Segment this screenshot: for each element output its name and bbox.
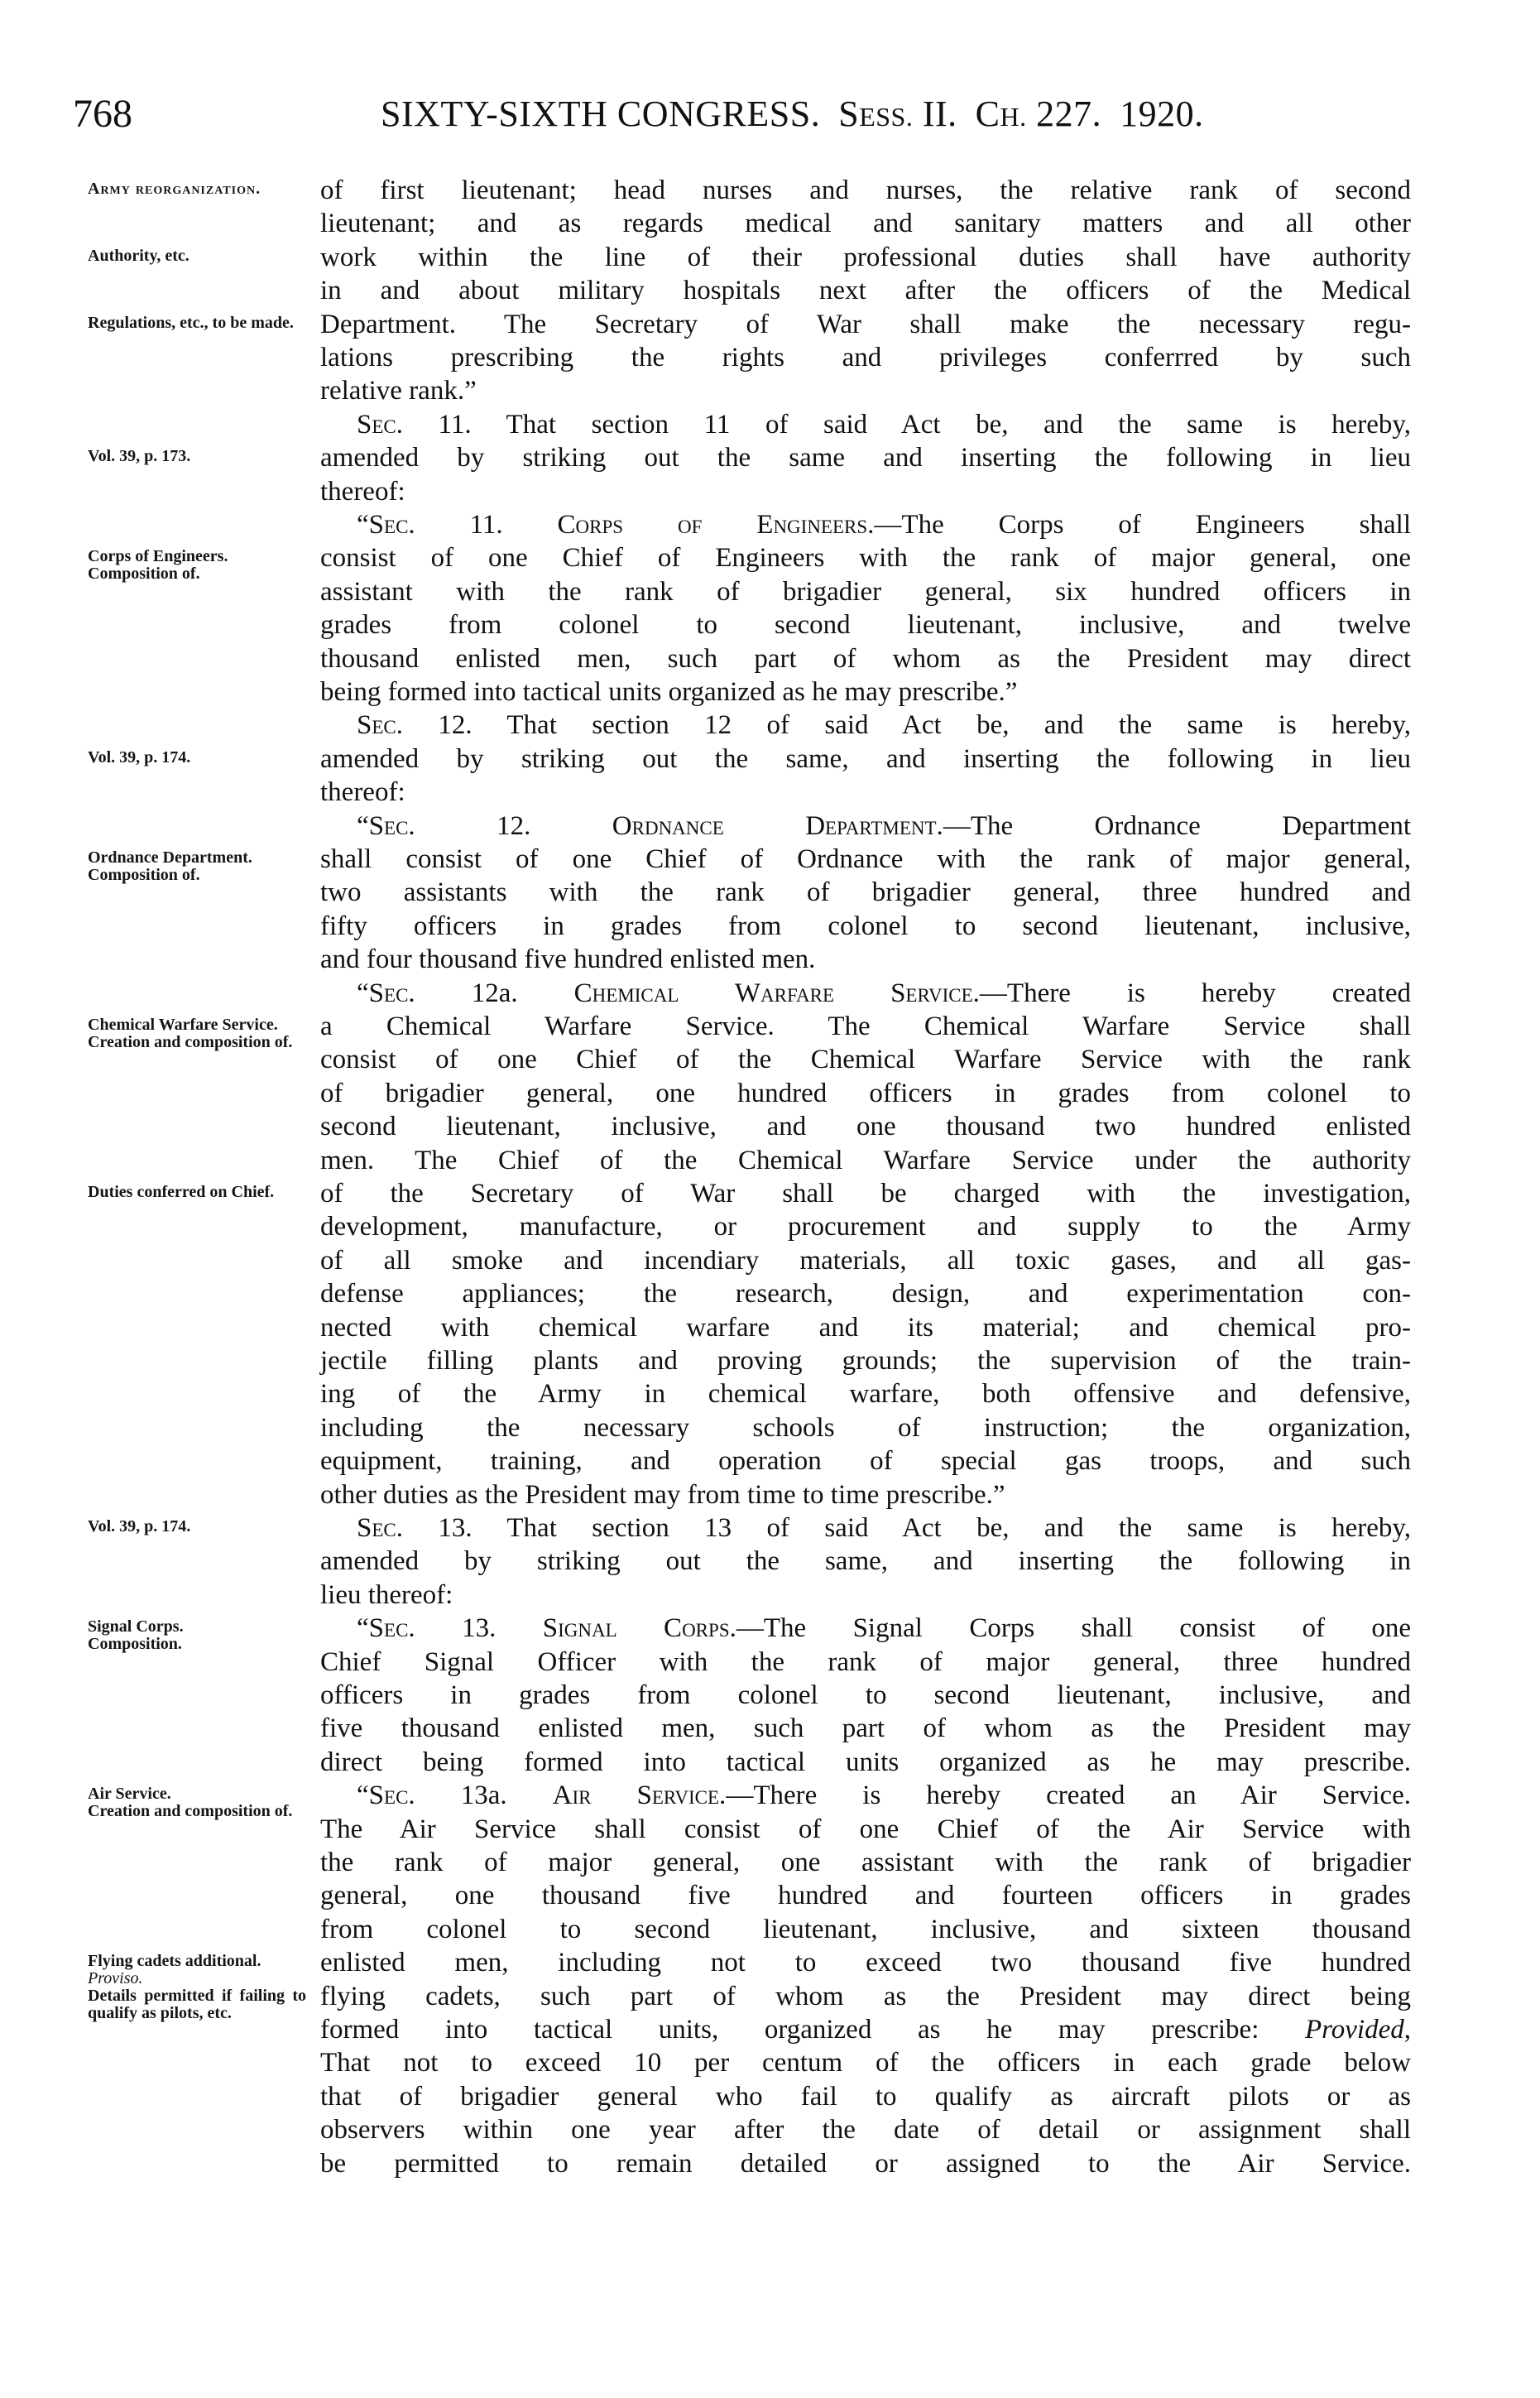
text-line: flying cadets, such part of whom as the President may direct being (320, 1981, 1411, 2011)
section-label: ec. (384, 978, 415, 1008)
section-label: ec. (372, 409, 403, 440)
section-heading: Corps of Engineers. (557, 510, 875, 540)
margin-note (66, 849, 306, 884)
text-line: being formed into tactical units organized as he may prescribe.” (320, 677, 1018, 707)
section-label: ec. (384, 1613, 415, 1644)
margin-note-text: Vol. 39, p. 174. (88, 1517, 191, 1535)
section-heading: Air Service. (552, 1780, 727, 1811)
text-line: in and about military hospitals next after the officers of the Medical (320, 276, 1411, 306)
text-line: “Sec. 11. Corps of Engineers.—The Corps of Engineers shall (357, 510, 1411, 540)
text-line: direct being formed into tactical units organized as he may prescribe. (320, 1747, 1411, 1777)
text-line: officers in grades from colonel to second lieutenant, inclusive, and (320, 1680, 1411, 1710)
text-line: men. The Chief of the Chemical Warfare Service under the authority (320, 1145, 1411, 1175)
text-line: “Sec. 13. Signal Corps.—The Signal Corps shall consist of one (357, 1613, 1411, 1644)
text-line: thousand enlisted men, such part of whom as the President may direct (320, 643, 1411, 674)
text-line: fifty officers in grades from colonel to second lieutenant, inclusive, (320, 911, 1411, 941)
text-line: development, manufacture, or procurement and supply to the Army (320, 1212, 1411, 1242)
margin-note (66, 1184, 306, 1201)
margin-note (66, 448, 306, 465)
text-line: thereof: (320, 476, 405, 507)
text-line: other duties as the President may from time to time prescribe.” (320, 1479, 1005, 1510)
margin-note (66, 1518, 306, 1535)
margin-note-text: Signal Corps. (88, 1617, 184, 1636)
text-line: two assistants with the rank of brigadier general, three hundred and (320, 877, 1411, 908)
section-heading: Signal Corps. (542, 1613, 736, 1644)
margin-note-text: Ordnance Department. (88, 848, 252, 867)
margin-note (66, 180, 306, 198)
text-line: lations prescribing the rights and privileges conferrred by such (320, 343, 1411, 372)
margin-note (66, 1953, 306, 2022)
text-line: enlisted men, including not to exceed two thousand five hundred (320, 1948, 1411, 1978)
margin-note (66, 1618, 306, 1653)
text-line: relative rank.” (320, 376, 477, 406)
text-line: Sec. 12. That section 12 of said Act be, and the same is hereby, (357, 710, 1411, 741)
text-line: assistant with the rank of brigadier general, six hundred officers in (320, 576, 1411, 607)
margin-note-text: Creation and composition of. (88, 1802, 293, 1821)
margin-note (66, 315, 306, 332)
margin-note-text: Authority, etc. (88, 246, 190, 265)
header-session: SESS. II. (838, 94, 957, 134)
text-line: work within the line of their professional duties shall have authority (320, 242, 1411, 272)
section-label: ec. (372, 710, 403, 741)
margin-note-text: Creation and composition of. (88, 1033, 293, 1051)
text-line: amended by striking out the same, and inserting the following in lieu (320, 743, 1411, 774)
margin-note (66, 247, 306, 265)
text-line: general, one thousand five hundred and fourteen officers in grades (320, 1881, 1411, 1911)
text-line: thereof: (320, 777, 405, 808)
text-line: from colonel to second lieutenant, inclusive, and sixteen thousand (320, 1914, 1411, 1944)
header-year: 1920. (1120, 94, 1204, 134)
text-line: and four thousand five hundred enlisted men. (320, 944, 816, 975)
margin-note (66, 749, 306, 766)
proviso-term: Provided (1305, 2015, 1404, 2045)
text-line: of the Secretary of War shall be charged with the investigation, (320, 1179, 1411, 1209)
text-line: of first lieutenant; head nurses and nurses, the relative rank of second (320, 175, 1411, 205)
margin-note-text: Chemical Warfare Service. (88, 1016, 278, 1034)
text-line: shall consist of one Chief of Ordnance with the rank of major general, (320, 844, 1411, 874)
margin-note-text: Proviso. (88, 1969, 143, 1988)
text-line: Chief Signal Officer with the rank of major general, three hundred (320, 1646, 1411, 1677)
margin-note-text: Regulations, etc., to be made. (88, 313, 294, 332)
text-line: Department. The Secretary of War shall make the necessary regu- (320, 309, 1411, 339)
margin-note-text: Duties conferred on Chief. (88, 1183, 275, 1201)
text-line: equipment, training, and operation of special gas troops, and such (320, 1446, 1411, 1477)
header-chapter: CH. 227. (975, 94, 1102, 134)
text-line: That not to exceed 10 per centum of the officers in each grade below (320, 2048, 1411, 2078)
margin-note-text: Details permitted if failing to qualify as pilots, etc. (88, 1987, 306, 2023)
text-line: lieu thereof: (320, 1579, 453, 1610)
text-line: lieutenant; and as regards medical and sanitary matters and all other (320, 209, 1411, 239)
text-line: five thousand enlisted men, such part of whom as the President may (320, 1713, 1411, 1744)
text-line: defense appliances; the research, design, and experimentation con- (320, 1279, 1411, 1310)
section-label: ec. (372, 1513, 403, 1543)
text-line: that of brigadier general who fail to qualify as aircraft pilots or as (320, 2081, 1411, 2112)
text-line: amended by striking out the same, and inserting the following in (320, 1546, 1411, 1577)
text-line: formed into tactical units, organized as he may prescribe: Provided, (320, 2015, 1411, 2045)
margin-note-text: Corps of Engineers. (88, 547, 228, 566)
section-label: ec. (384, 810, 415, 841)
margin-note (66, 1785, 306, 1820)
header-congress: SIXTY-SIXTH CONGRESS. (381, 94, 821, 134)
text-line: “Sec. 12a. Chemical Warfare Service.—There is hereby created (357, 978, 1412, 1008)
page-number: 768 (73, 92, 132, 136)
text-line: amended by striking out the same and inserting the following in lieu (320, 443, 1411, 473)
text-line: ing of the Army in chemical warfare, both offensive and defensive, (320, 1379, 1411, 1410)
margin-note-text: Composition of. (88, 565, 200, 584)
section-heading: Chemical Warfare Service. (573, 978, 980, 1008)
margin-note-text: Air Service. (88, 1785, 171, 1804)
margin-note-text: Army reorganization. (88, 180, 261, 198)
text-line: jectile filling plants and proving grounds; the supervision of the train- (320, 1346, 1411, 1376)
text-line: nected with chemical warfare and its material; and chemical pro- (320, 1312, 1411, 1343)
margin-note-text: Composition of. (88, 866, 200, 884)
text-line: be permitted to remain detailed or assigned to the Air Service. (320, 2148, 1411, 2179)
text-line: of all smoke and incendiary materials, all toxic gases, and all gas- (320, 1245, 1411, 1276)
margin-note-text: Vol. 39, p. 173. (88, 447, 191, 466)
text-line: Sec. 13. That section 13 of said Act be, and the same is hereby, (357, 1513, 1411, 1543)
text-line: The Air Service shall consist of one Chief of the Air Service with (320, 1814, 1411, 1844)
margin-note (66, 1016, 306, 1051)
text-line: “Sec. 12. Ordnance Department.—The Ordnance Department (357, 810, 1412, 841)
text-line: grades from colonel to second lieutenant, inclusive, and twelve (320, 610, 1411, 641)
text-line: consist of one Chief of the Chemical Warfare Service with the rank (320, 1045, 1411, 1075)
margin-note-text: Flying cadets additional. (88, 1952, 261, 1971)
margin-note-text: Composition. (88, 1635, 182, 1654)
text-line: second lieutenant, inclusive, and one thousand two hundred enlisted (320, 1112, 1411, 1142)
section-label: ec. (384, 510, 415, 540)
text-line: observers within one year after the date of detail or assignment shall (320, 2115, 1411, 2146)
text-line: of brigadier general, one hundred officers in grades from colonel to (320, 1078, 1411, 1108)
section-heading: Ordnance Department. (612, 810, 943, 841)
text-line: “Sec. 13a. Air Service.—There is hereby created an Air Service. (357, 1780, 1411, 1811)
text-line: the rank of major general, one assistant with the rank of brigadier (320, 1848, 1411, 1877)
text-line: a Chemical Warfare Service. The Chemical Warfare Service shall (320, 1012, 1411, 1041)
margin-note-text: Vol. 39, p. 174. (88, 747, 191, 766)
text-line: including the necessary schools of instruction; the organization, (320, 1412, 1411, 1443)
text-line: Sec. 11. That section 11 of said Act be, and the same is hereby, (357, 409, 1411, 440)
text-line: consist of one Chief of Engineers with the rank of major general, one (320, 543, 1411, 574)
section-label: ec. (384, 1780, 415, 1811)
running-header (381, 93, 1349, 138)
margin-note (66, 548, 306, 583)
